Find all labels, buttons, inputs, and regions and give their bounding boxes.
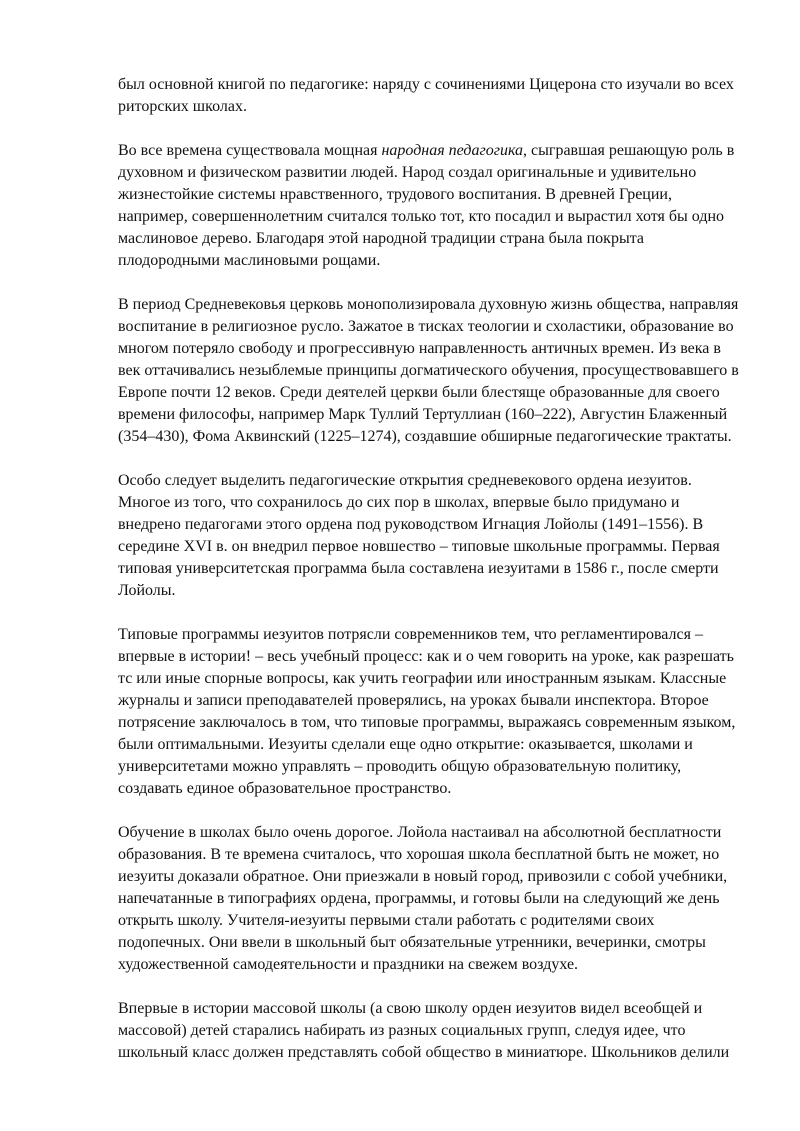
document-page: [118, 74, 740, 1086]
paragraph-1: был основной книгой по педагогике: наряду с сочинениями Цицерона сто изучали во всех риторских школах.: [118, 76, 734, 115]
paragraph-2-lead: Во все времена существовала мощная: [118, 142, 382, 159]
paragraph-7: Впервые в истории массовой школы (а свою школу орден иезуитов видел всеобщей и массовой) детей старались набирать из разных социальных групп, следуя идее, что школьный класс должен представлять собой общество в миниатюре. Школьников делили: [118, 1000, 730, 1061]
paragraph-3: В период Средневековья церковь монополизировала духовную жизнь общества, направляя воспитание в религиозное русло. Зажатое в тисках теологии и схоластики, образование во многом потеряло свободу и прогрессивную направленность античных времен. Из века в век оттачивались незыблемые принципы догматического обучения, просуществовавшего в Европе почти 12 веков. Среди деятелей церкви были блестяще образованные для своего времени философы, например Марк Туллий Тертуллиан (160–222), Августин Блаженный (354–430), Фома Аквинский (1225–1274), создавшие обширные педагогические трактаты.: [118, 296, 739, 445]
paragraph-6: Обучение в школах было очень дорогое. Лойола настаивал на абсолютной бесплатности образования. В те времена считалось, что хорошая школа бесплатной быть не может, но иезуиты доказали обратное. Они приезжали в новый город, привозили с собой учебники, напечатанные в типографиях ордена, программы, и готовы были на следующий же день открыть школу. Учителя-иезуиты первыми стали работать с родителями своих подопечных. Они ввели в школьный быт обязательные утренники, вечеринки, смотры художественной самодеятельности и праздники на свежем воздухе.: [118, 824, 728, 973]
paragraph-5: Типовые программы иезуитов потрясли современников тем, что регламентировался – впервые в истории! – весь учебный процесс: как и о чем говорить на уроке, как разрешать тс или иные спорные вопросы, как учить географии или иностранным языкам. Классные журналы и записи преподавателей проверялись, на уроках бывали инспектора. Второе потрясение заключалось в том, что типовые программы, выражаясь современным языком, были оптимальными. Иезуиты сделали еще одно открытие: оказывается, школами и университетами можно управлять – проводить общую образовательную политику, создавать единое образовательное пространство.: [118, 626, 736, 797]
paragraph-2-rest: , сыгравшая решающую роль в духовном и физическом развитии людей. Народ создал оригинальные и удивительно жизнестойкие системы нравственного, трудового воспитания. В древней Греции, например, совершеннолетним считался только тот, кто посадил и вырастил хотя бы одно маслиновое дерево. Благодаря этой народной традиции страна была покрыта плодородными маслиновыми рощами.: [118, 142, 735, 269]
emphasis-folk-pedagogy: народная педагогика: [381, 142, 524, 159]
paragraph-2: [118, 140, 740, 272]
paragraph-4: Особо следует выделить педагогические открытия средневекового ордена иезуитов. Многое из того, что сохранилось до сих пор в школах, впервые было придумано и внедрено педагогами этого ордена под руководством Игнация Лойолы (1491–1556). В середине XVI в. он внедрил первое новшество – типовые школьные программы. Первая типовая университетская программа была составлена иезуитами в 1586 г., после смерти Лойолы.: [118, 472, 720, 599]
